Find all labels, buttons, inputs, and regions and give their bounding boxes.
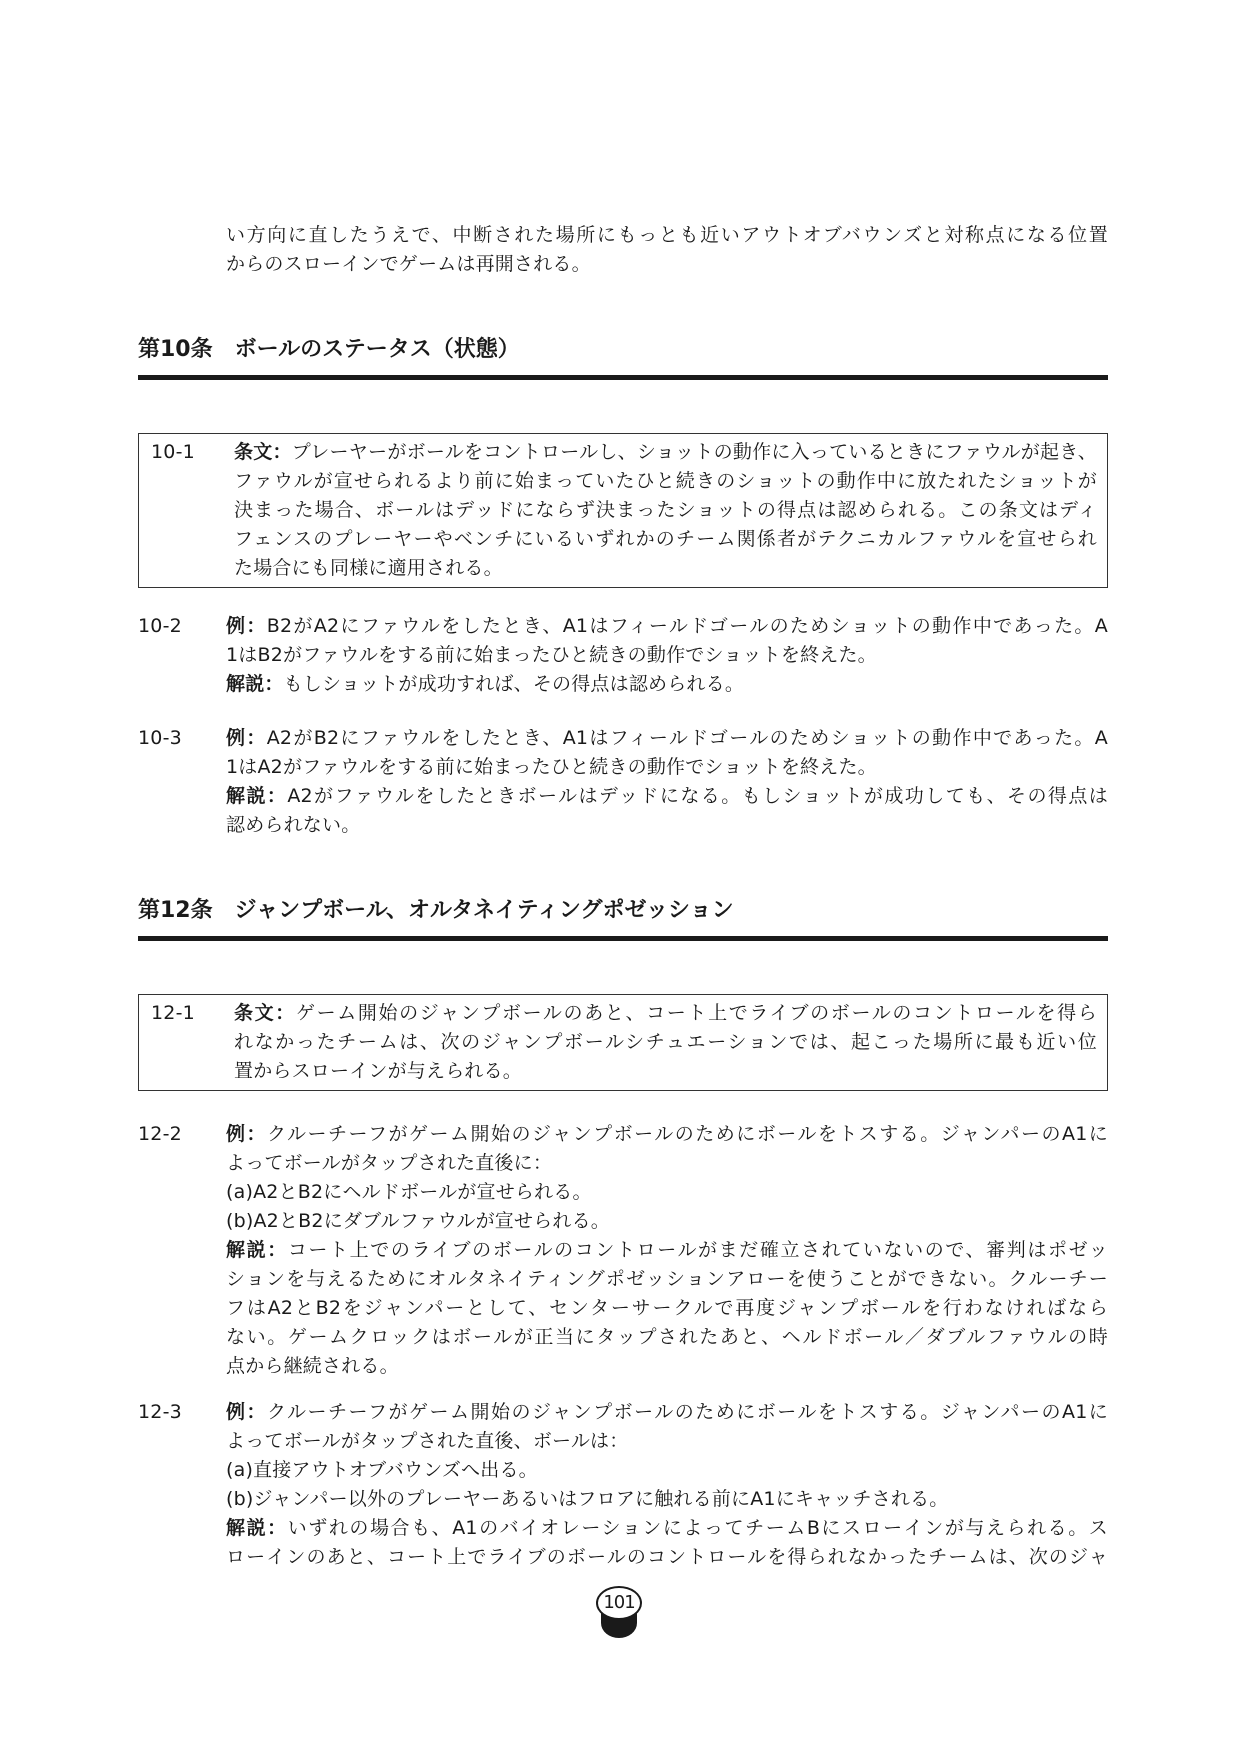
example-line: 例：A2がB2にファウルをしたとき、A1はフィールドゴールのためショットの動作中であった。A bbox=[226, 727, 1108, 749]
section-12-title: ジャンプボール、オルタネイティングポゼッション bbox=[234, 898, 734, 923]
explanation-line: 解説：A2がファウルをしたときボールはデッドになる。もしショットが成功しても、その得点は bbox=[226, 785, 1108, 807]
article-10-1-box bbox=[138, 433, 1108, 588]
explanation-line: 解説：もしショットが成功すれば、その得点は認められる。 bbox=[226, 673, 745, 695]
explanation-line: 解説：いずれの場合も、A1のバイオレーションによってチームBにスローインが与えられる。ス bbox=[226, 1517, 1108, 1539]
example-case: (a)A2とB2にヘルドボールが宣せられる。 bbox=[226, 1181, 592, 1203]
explanation-label: 解説： bbox=[226, 1239, 288, 1261]
section-12-rule bbox=[138, 936, 1108, 941]
article-number: 12-1 bbox=[151, 1002, 195, 1024]
intro-paragraph bbox=[226, 221, 1108, 279]
article-number: 10-1 bbox=[151, 441, 195, 463]
example-line: 1はA2がファウルをする前に始まったひと続きの動作でショットを終えた。 bbox=[226, 756, 877, 778]
example-label: 例： bbox=[226, 1401, 268, 1423]
explanation-label: 解説： bbox=[226, 1517, 288, 1539]
article-line: ファウルが宣せられるより前に始まっていたひと続きのショットの動作中に放たれたショットが bbox=[234, 470, 1097, 492]
explanation-line: 認められない。 bbox=[226, 814, 361, 836]
intro-line: からのスローインでゲームは再開される。 bbox=[226, 253, 591, 275]
explanation-label: 解説： bbox=[226, 673, 284, 695]
explanation-line: ローインのあと、コート上でライブのボールのコントロールを得られなかったチームは、次のジャ bbox=[226, 1546, 1108, 1568]
article-number: 12-3 bbox=[138, 1401, 182, 1423]
section-10-rule bbox=[138, 375, 1108, 380]
article-10-2 bbox=[138, 612, 1108, 699]
article-line: 条文：プレーヤーがボールをコントロールし、ショットの動作に入っているときにファウルが起き、 bbox=[234, 441, 1097, 463]
example-case: (a)直接アウトオブバウンズへ出る。 bbox=[226, 1459, 538, 1481]
section-10-number: 第10条 bbox=[138, 337, 213, 362]
example-case: (b)ジャンパー以外のプレーヤーあるいはフロアに触れる前にA1にキャッチされる。 bbox=[226, 1488, 949, 1510]
example-line: 例：クルーチーフがゲーム開始のジャンプボールのためにボールをトスする。ジャンパーのA1に bbox=[226, 1123, 1108, 1145]
example-label: 例： bbox=[226, 615, 267, 637]
rule-label: 条文： bbox=[234, 441, 292, 463]
explanation-line: 解説：コート上でのライブのボールのコントロールがまだ確立されていないので、審判はポゼッ bbox=[226, 1239, 1108, 1261]
example-line: よってボールがタップされた直後に： bbox=[226, 1152, 553, 1174]
example-case: (b)A2とB2にダブルファウルが宣せられる。 bbox=[226, 1210, 610, 1232]
example-line: よってボールがタップされた直後、ボールは： bbox=[226, 1430, 629, 1452]
section-12-number: 第12条 bbox=[138, 898, 213, 923]
article-line: 条文：ゲーム開始のジャンプボールのあと、コート上でライブのボールのコントロールを得ら bbox=[234, 1002, 1097, 1024]
article-line: れなかったチームは、次のジャンプボールシチュエーションでは、起こった場所に最も近い位 bbox=[234, 1031, 1097, 1053]
section-10-title: ボールのステータス（状態） bbox=[234, 337, 520, 362]
article-12-2 bbox=[138, 1120, 1108, 1381]
explanation-line: ない。ゲームクロックはボールが正当にタップされたあと、ヘルドボール／ダブルファウルの時 bbox=[226, 1326, 1108, 1348]
article-line: た場合にも同様に適用される。 bbox=[234, 557, 503, 579]
article-line: 置からスローインが与えられる。 bbox=[234, 1060, 523, 1082]
article-line: 決まった場合、ボールはデッドにならず決まったショットの得点は認められる。この条文はディ bbox=[234, 499, 1097, 521]
rule-label: 条文： bbox=[234, 1002, 296, 1024]
page-number-badge bbox=[596, 1586, 642, 1646]
article-10-3 bbox=[138, 724, 1108, 840]
article-number: 10-3 bbox=[138, 727, 182, 749]
article-line: フェンスのプレーヤーやベンチにいるいずれかのチーム関係者がテクニカルファウルを宣せられ bbox=[234, 528, 1097, 550]
example-line: 1はB2がファウルをする前に始まったひと続きの動作でショットを終えた。 bbox=[226, 644, 877, 666]
explanation-line: 点から継続される。 bbox=[226, 1355, 399, 1377]
explanation-line: フはA2とB2をジャンパーとして、センターサークルで再度ジャンプボールを行わなければなら bbox=[226, 1297, 1108, 1319]
example-line: 例：クルーチーフがゲーム開始のジャンプボールのためにボールをトスする。ジャンパーのA1に bbox=[226, 1401, 1108, 1423]
article-number: 12-2 bbox=[138, 1123, 182, 1145]
article-12-3 bbox=[138, 1398, 1108, 1572]
example-label: 例： bbox=[226, 1123, 268, 1145]
article-12-1-box bbox=[138, 994, 1108, 1091]
example-label: 例： bbox=[226, 727, 267, 749]
explanation-label: 解説： bbox=[226, 785, 288, 807]
explanation-line: ションを与えるためにオルタネイティングポゼッションアローを使うことができない。クルーチー bbox=[226, 1268, 1108, 1290]
example-line: 例：B2がA2にファウルをしたとき、A1はフィールドゴールのためショットの動作中であった。A bbox=[226, 615, 1108, 637]
intro-line: い方向に直したうえで、中断された場所にもっとも近いアウトオブバウンズと対称点になる位置 bbox=[226, 224, 1108, 246]
section-10-heading bbox=[138, 335, 1108, 365]
section-12-heading bbox=[138, 896, 1108, 926]
article-number: 10-2 bbox=[138, 615, 182, 637]
page-number: 101 bbox=[596, 1586, 642, 1620]
